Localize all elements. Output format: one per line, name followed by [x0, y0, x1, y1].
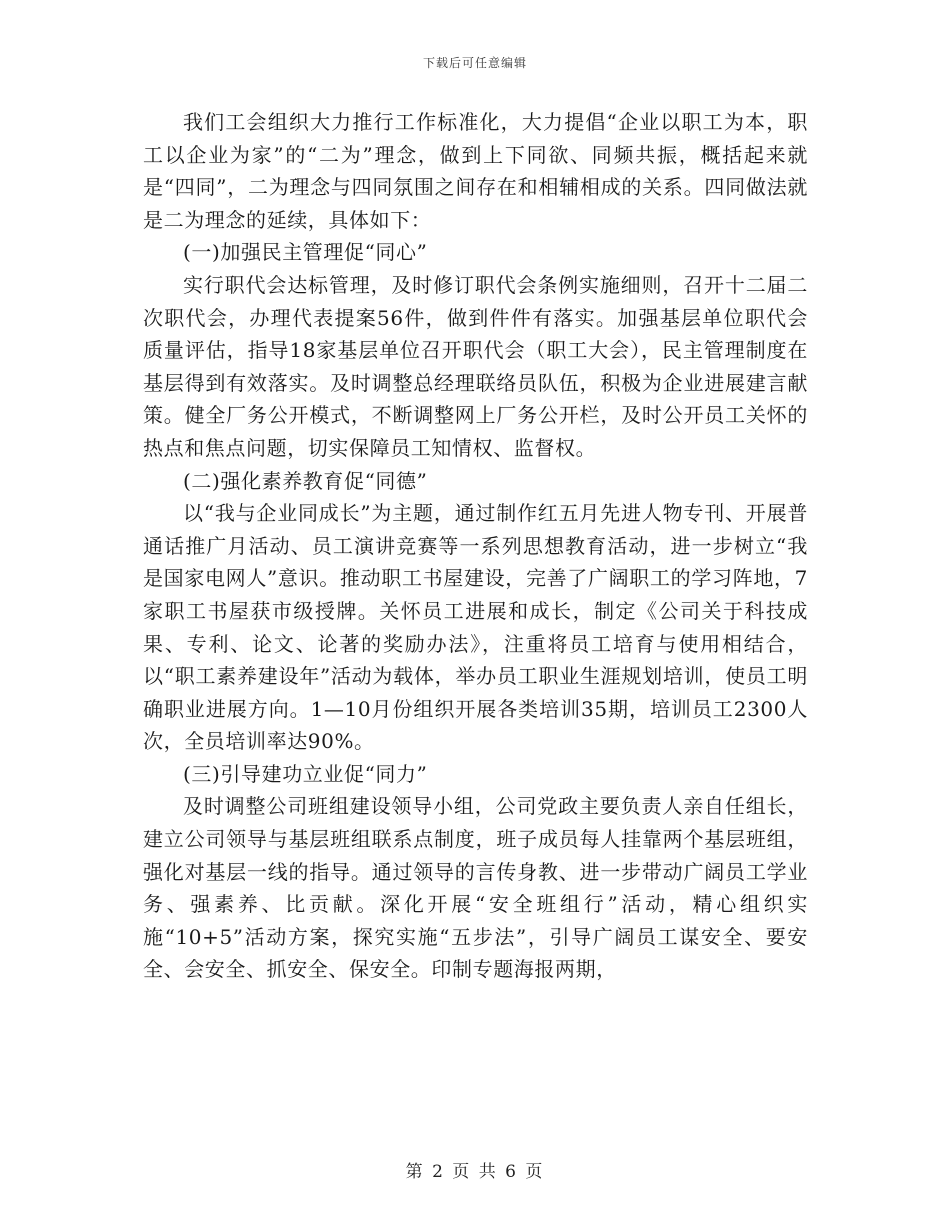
- section-paragraph-2: 以“我与企业同成长”为主题，通过制作红五月先进人物专刊、开展普通话推广月活动、员工演讲竞赛等一系列思想教育活动，进一步树立“我是国家电网人”意识。推动职工书屋建设，完善了广阔职工的学习阵地，7家职工书屋获市级授牌。关怀员工进展和成长，制定《公司关于科技成果、专利、论文、论著的奖励办法》，注重将员工培育与使用相结合，以“职工素养建设年”活动为载体，举办员工职业生涯规划培训，使员工明确职业进展方向。1—10月份组织开展各类培训35期，培训员工2300人次，全员培训率达90%。: [143, 501, 808, 754]
- section-heading-2: (二)强化素养教育促“同德”: [183, 468, 428, 493]
- section-paragraph-3: 及时调整公司班组建设领导小组，公司党政主要负责人亲自任组长，建立公司领导与基层班组联系点制度，班子成员每人挂靠两个基层班组，强化对基层一线的指导。通过领导的言传身教、进一步带动广阔员工学业务、强素养、比贡献。深化开展“安全班组行”活动，精心组织实施“10+5”活动方案，探究实施“五步法”，引导广阔员工谋安全、要安全、会安全、抓安全、保安全。印制专题海报两期，: [143, 794, 808, 982]
- intro-paragraph: 我们工会组织大力推行工作标准化，大力提倡“企业以职工为本，职工以企业为家”的“二为”理念，做到上下同欲、同频共振，概括起来就是“四同”，二为理念与四同氛围之间存在和相辅相成的关系。四同做法就是二为理念的延续，具体如下：: [143, 110, 808, 232]
- page-number-label: 第 2 页 共 6 页: [405, 1162, 545, 1182]
- document-body: [143, 106, 808, 986]
- section-heading-1: (一)加强民主管理促“同心”: [183, 240, 428, 265]
- section-heading-3: (三)引导建功立业促“同力”: [183, 761, 428, 786]
- section-paragraph-1: 实行职代会达标管理，及时修订职代会条例实施细则，召开十二届二次职代会，办理代表提案56件，做到件件有落实。加强基层单位职代会质量评估，指导18家基层单位召开职代会（职工大会），民主管理制度在基层得到有效落实。及时调整总经理联络员队伍，积极为企业进展建言献策。健全厂务公开模式，不断调整网上厂务公开栏，及时公开员工关怀的热点和焦点问题，切实保障员工知情权、监督权。: [143, 272, 808, 460]
- page-footer: [0, 1157, 950, 1182]
- header-note: 下载后可任意编辑: [422, 56, 527, 70]
